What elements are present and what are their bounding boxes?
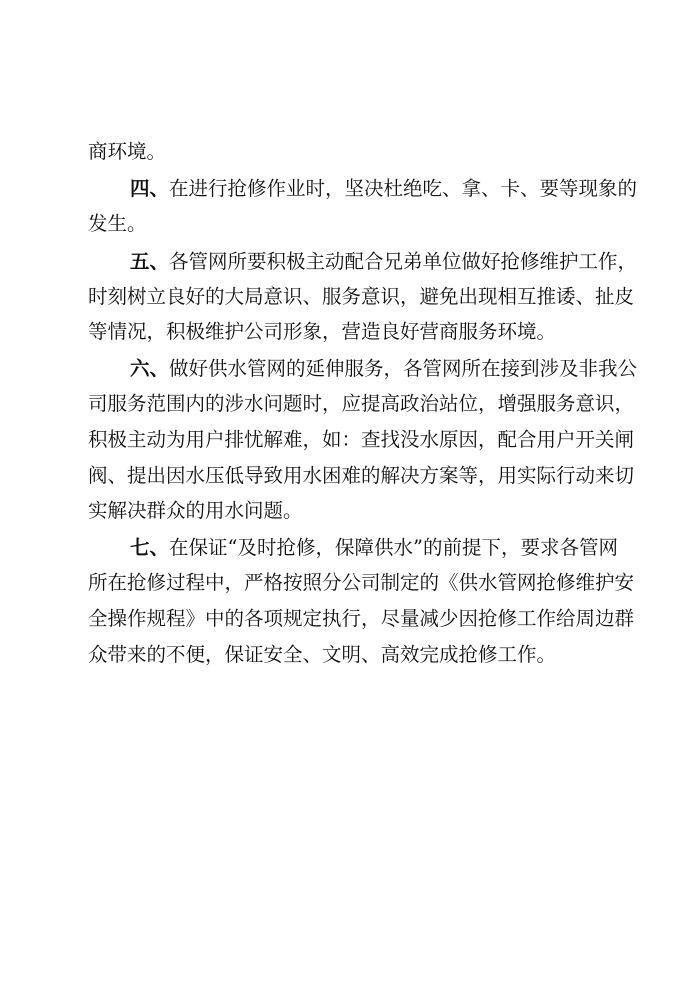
text-line (0, 282, 700, 312)
paragraph-text: 在保证“及时抢修，保障供水”的前提下，要求各管网 (169, 536, 618, 559)
paragraph-text: 做好供水管网的延伸服务，各管网所在接到涉及非我公 (169, 357, 638, 380)
text-line (0, 247, 700, 277)
text-line (0, 496, 700, 526)
section-number: 四、 (130, 177, 170, 200)
paragraph-text: 时刻树立良好的大局意识、服务意识，避免出现相互推诿、扯皮 (88, 285, 635, 308)
text-line (0, 640, 700, 670)
paragraph-text: 全操作规程》中的各项规定执行，尽量减少因抢修工作给周边群 (88, 607, 635, 630)
text-line (0, 317, 700, 347)
paragraph-text: 实解决群众的用水问题。 (88, 499, 303, 522)
text-line (0, 568, 700, 598)
paragraph-text: 商环境。 (88, 140, 167, 163)
paragraph-text: 司服务范围内的涉水问题时，应提高政治站位，增强服务意识， (88, 392, 635, 415)
text-line (0, 461, 700, 491)
paragraph-text: 所在抢修过程中，严格按照分公司制定的《供水管网抢修维护安 (88, 571, 635, 594)
paragraph-text: 积极主动为用户排忧解难，如：查找没水原因，配合用户开关闸 (88, 428, 635, 451)
paragraph-text: 在进行抢修作业时，坚决杜绝吃、拿、卡、要等现象的 (169, 177, 638, 200)
paragraph-text: 等情况，积极维护公司形象，营造良好营商服务环境。 (88, 320, 557, 343)
text-line (0, 389, 700, 419)
section-number: 五、 (130, 250, 170, 273)
text-line (0, 533, 700, 563)
text-line (0, 137, 700, 167)
section-number: 六、 (130, 357, 170, 380)
section-number: 七、 (130, 536, 170, 559)
paragraph-text: 阀、提出因水压低导致用水困难的解决方案等，用实际行动来切 (88, 464, 635, 487)
text-line (0, 209, 700, 239)
paragraph-text: 众带来的不便，保证安全、文明、高效完成抢修工作。 (88, 643, 557, 666)
text-line (0, 174, 700, 204)
text-line (0, 425, 700, 455)
paragraph-text: 各管网所要积极主动配合兄弟单位做好抢修维护工作， (169, 250, 638, 273)
paragraph-text: 发生。 (88, 212, 147, 235)
text-line (0, 604, 700, 634)
text-line (0, 354, 700, 384)
